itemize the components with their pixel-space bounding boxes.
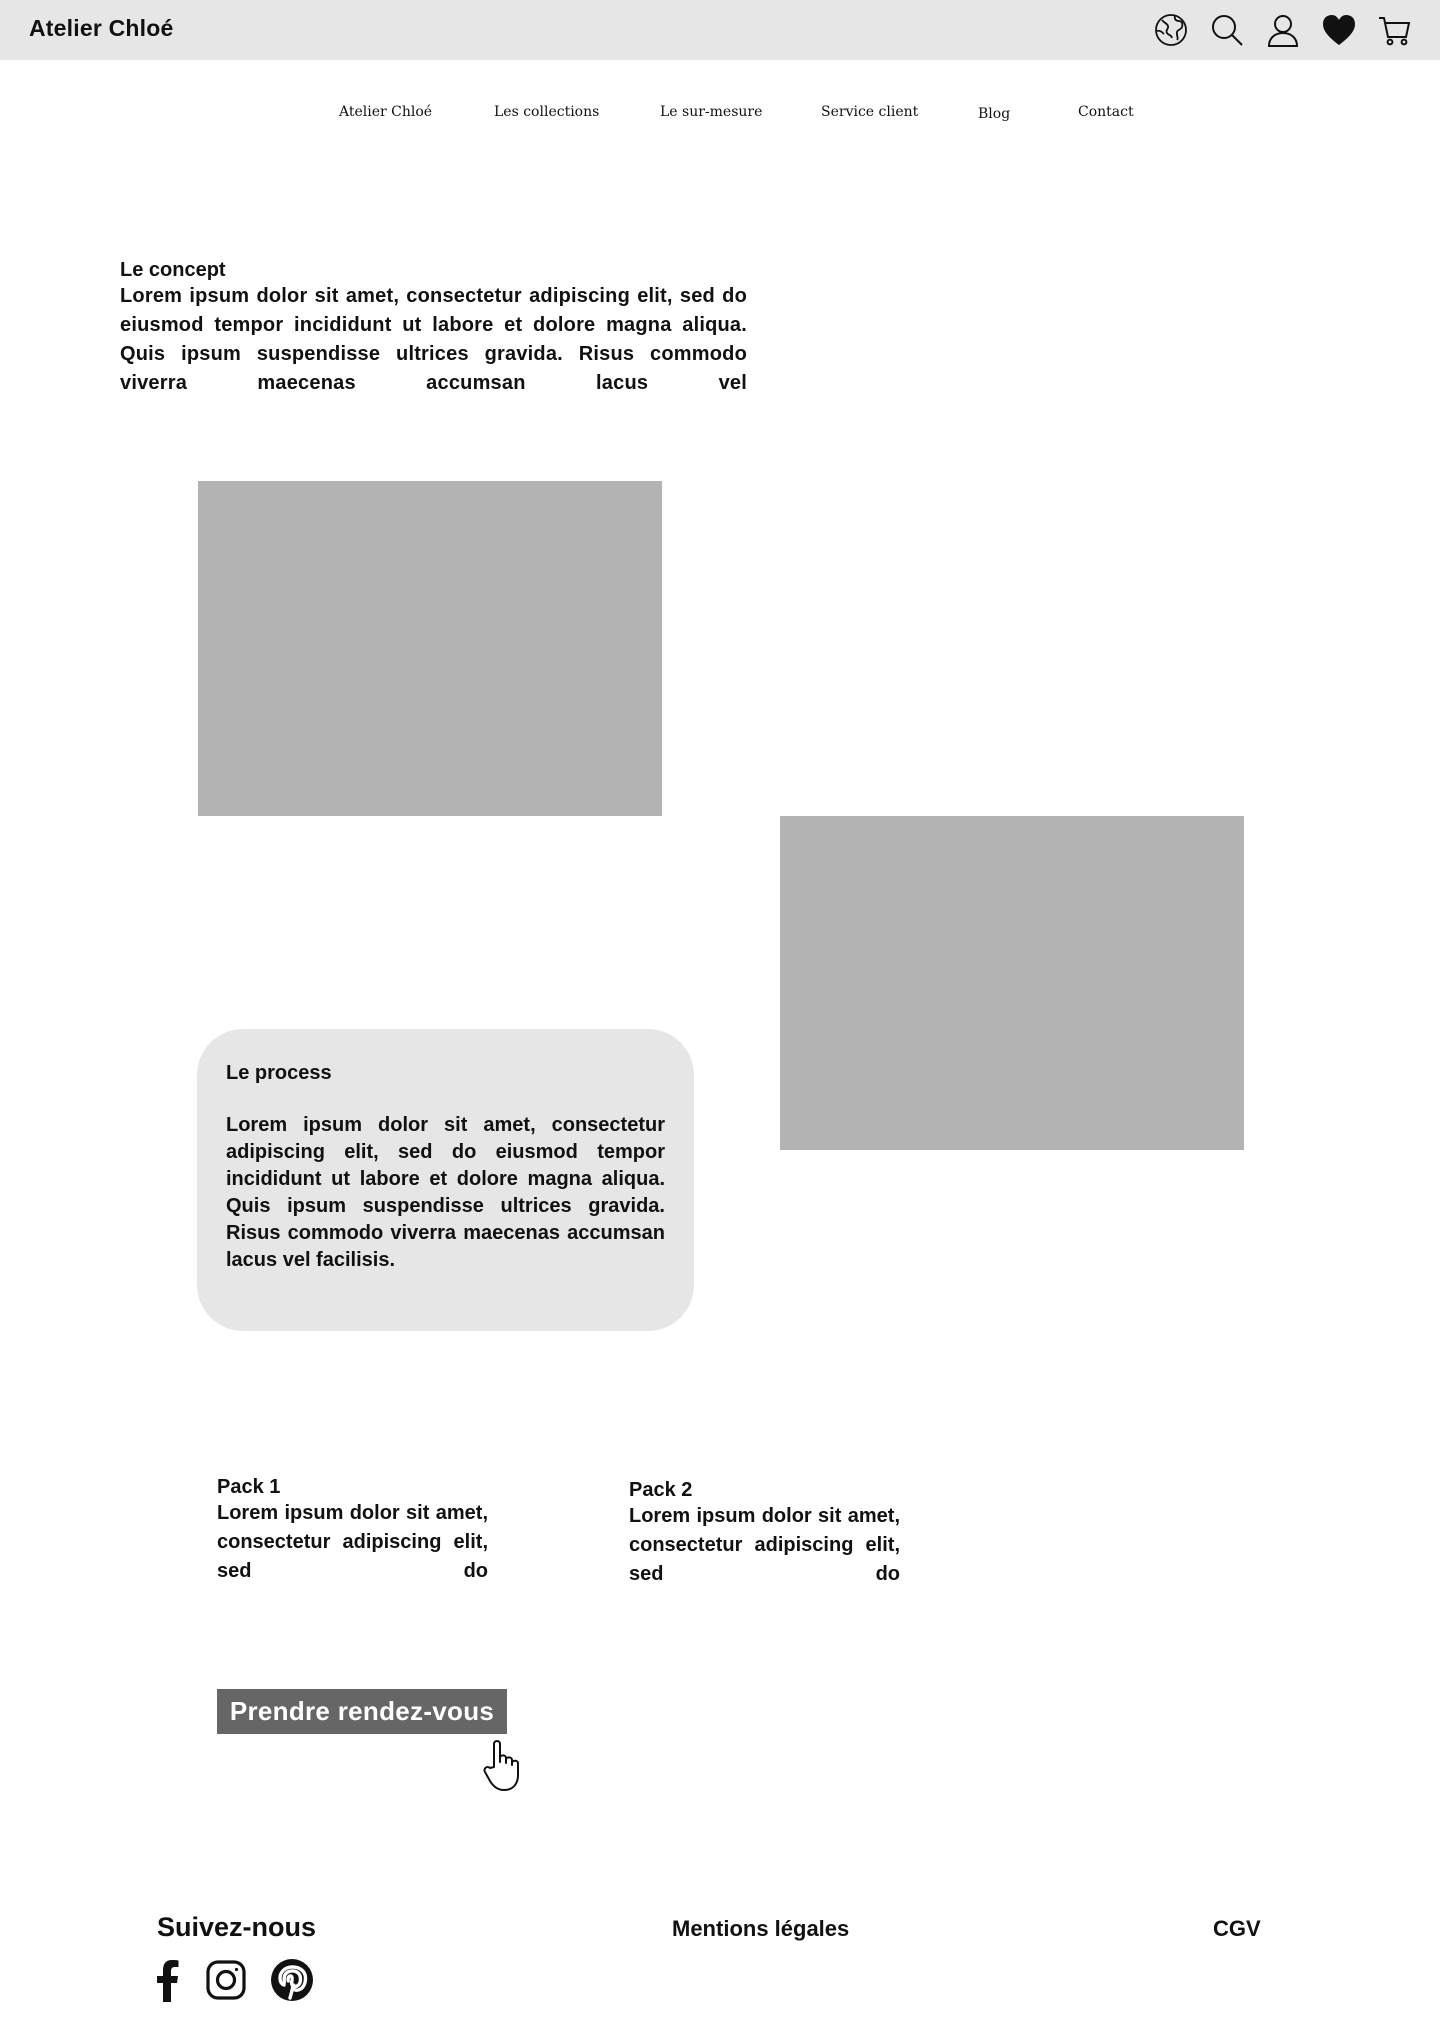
nav-item-atelier-chloe[interactable]: Atelier Chloé xyxy=(339,104,433,120)
nav-item-le-sur-mesure[interactable]: Le sur-mesure xyxy=(660,104,763,120)
process-text: Lorem ipsum dolor sit amet, consectetur adipiscing elit, sed do eiusmod tempor incididunt ut labore et dolore magna aliqua. Quis ipsum suspendisse ultrices gravida. Risus commodo viverra maecenas accumsan lacus vel facilisis. xyxy=(226,1114,665,1271)
image-placeholder-1 xyxy=(198,481,662,816)
search-icon[interactable] xyxy=(1208,11,1246,49)
pack-title: Pack 2 xyxy=(629,1479,693,1501)
pack-text: Lorem ipsum dolor sit amet, consectetur adipiscing elit, sed do xyxy=(217,1502,488,1582)
pinterest-icon[interactable] xyxy=(268,1957,316,2003)
globe-icon[interactable] xyxy=(1152,11,1190,49)
concept-text: Lorem ipsum dolor sit amet, consectetur adipiscing elit, sed do eiusmod tempor incididunt ut labore et dolore magna aliqua. Quis ipsum suspendisse ultrices gravida. Risus commodo viverra maecenas accumsan lacus vel xyxy=(120,285,747,394)
nav-item-les-collections[interactable]: Les collections xyxy=(494,104,600,120)
legal-notice-link[interactable]: Mentions légales xyxy=(672,1916,850,1941)
cgv-link[interactable]: CGV xyxy=(1213,1916,1261,1941)
pack-1 xyxy=(217,1475,488,1586)
pack-2 xyxy=(629,1478,900,1589)
book-appointment-button[interactable]: Prendre rendez-vous xyxy=(217,1689,507,1734)
concept-section xyxy=(120,258,747,398)
image-placeholder-2 xyxy=(780,816,1244,1150)
cart-icon[interactable] xyxy=(1376,11,1414,49)
facebook-icon[interactable] xyxy=(152,1957,182,2003)
pack-title: Pack 1 xyxy=(217,1476,281,1498)
heart-icon[interactable] xyxy=(1320,11,1358,49)
pack-text: Lorem ipsum dolor sit amet, consectetur adipiscing elit, sed do xyxy=(629,1505,900,1585)
user-icon[interactable] xyxy=(1264,11,1302,49)
header-icons xyxy=(1152,10,1414,50)
nav-item-service-client[interactable]: Service client xyxy=(821,104,919,120)
brand-logo[interactable]: Atelier Chloé xyxy=(29,15,174,41)
hand-pointer-icon xyxy=(482,1737,526,1793)
top-bar xyxy=(0,0,1440,60)
instagram-icon[interactable] xyxy=(204,1957,248,2003)
main-nav xyxy=(0,100,1440,126)
process-card xyxy=(197,1029,694,1331)
process-title: Le process xyxy=(226,1062,332,1084)
nav-item-contact[interactable]: Contact xyxy=(1078,104,1134,120)
concept-title: Le concept xyxy=(120,259,226,281)
follow-us-title: Suivez-nous xyxy=(157,1912,317,1942)
nav-item-blog[interactable]: Blog xyxy=(978,106,1011,122)
